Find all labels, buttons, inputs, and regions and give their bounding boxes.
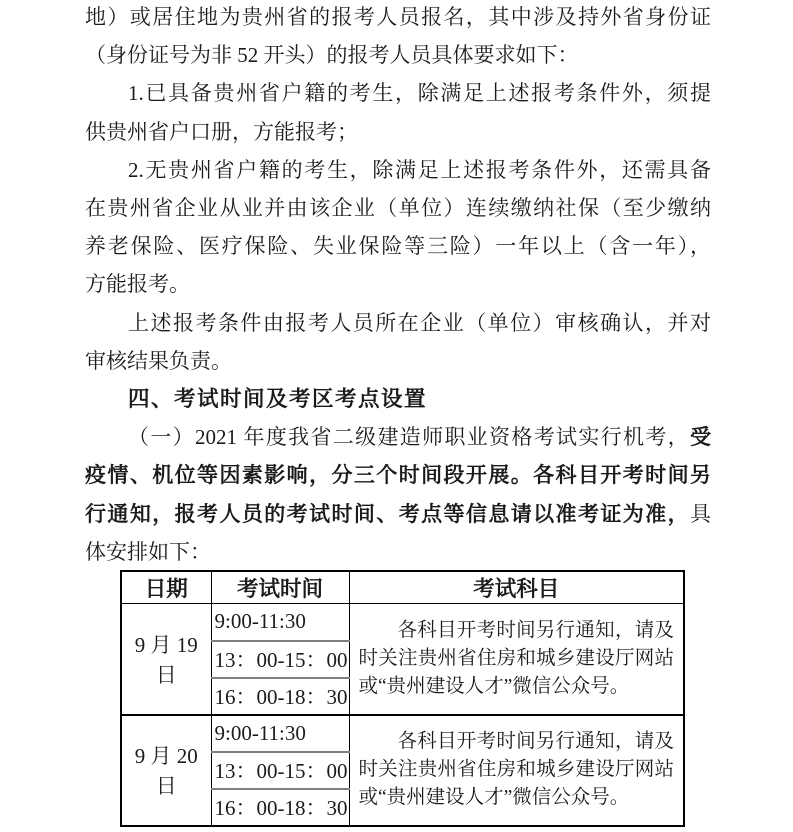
paragraph-line bbox=[85, 495, 711, 533]
col-header-date: 日期 bbox=[121, 571, 211, 604]
time-cell: 16：00-18：30 bbox=[211, 678, 349, 715]
col-header-exam-time: 考试时间 bbox=[211, 571, 349, 604]
paragraph-line: 养老保险、医疗保险、失业保险等三险）一年以上（含一年）， bbox=[85, 234, 711, 259]
paragraph-line: 在贵州省企业从业并由该企业（单位）连续缴纳社保（至少缴纳 bbox=[85, 196, 711, 221]
paragraph-line: （身份证号为非 52 开头）的报考人员具体要求如下： bbox=[85, 43, 579, 68]
table-header-row bbox=[121, 571, 684, 604]
subject-line: 或“贵州建设人才”微信公众号。 bbox=[358, 675, 630, 697]
subject-line: 或“贵州建设人才”微信公众号。 bbox=[358, 787, 630, 808]
paragraph-line: 供贵州省户口册，方能报考； bbox=[85, 119, 358, 144]
date-cell: 9 月 20 日 bbox=[121, 715, 211, 826]
paragraph-line: 体安排如下： bbox=[85, 539, 211, 564]
time-cell: 13：00-15：00 bbox=[211, 752, 349, 789]
paragraph-line: 地）或居住地为贵州省的报考人员报名，其中涉及持外省身份证 bbox=[85, 5, 711, 29]
paragraph-line: 审核结果负责。 bbox=[85, 348, 232, 373]
exam-schedule-table bbox=[120, 570, 685, 827]
subject-cell bbox=[349, 715, 684, 826]
section-heading: 四、考试时间及考区考点设置 bbox=[128, 387, 428, 412]
paragraph-text: （一）2021 年度我省二级建造师职业资格考试实行机考， bbox=[128, 425, 690, 450]
paragraph-line: 方能报考。 bbox=[85, 272, 190, 297]
paragraph-line: 疫情、机位等因素影响，分三个时间段开展。各科目开考时间另 bbox=[85, 463, 711, 488]
subject-line: 各科目开考时间另行通知，请及 bbox=[397, 619, 674, 641]
paragraph-text: 具 bbox=[690, 501, 711, 526]
paragraph-line: 2.无贵州省户籍的考生，除满足上述报考条件外，还需具备 bbox=[128, 157, 711, 182]
table-row bbox=[121, 715, 684, 752]
subject-cell bbox=[349, 604, 684, 715]
time-cell: 13：00-15：00 bbox=[211, 641, 349, 678]
time-cell: 16：00-18：30 bbox=[211, 789, 349, 826]
time-cell: 9:00-11:30 bbox=[211, 715, 349, 752]
paragraph-line: 1.已具备贵州省户籍的考生，除满足上述报考条件外，须提 bbox=[128, 81, 711, 106]
notice-body bbox=[85, 0, 711, 571]
time-cell: 9:00-11:30 bbox=[211, 604, 349, 641]
date-cell: 9 月 19 日 bbox=[121, 604, 211, 715]
paragraph-line bbox=[85, 418, 711, 456]
paragraph-text-bold: 受 bbox=[690, 425, 711, 450]
subject-line: 时关注贵州省住房和城乡建设厅网站 bbox=[358, 647, 674, 669]
paragraph-line: 上述报考条件由报考人员所在企业（单位）审核确认，并对 bbox=[128, 310, 711, 335]
subject-line: 各科目开考时间另行通知，请及 bbox=[397, 731, 674, 752]
paragraph-text-bold: 行通知，报考人员的考试时间、考点等信息请以准考证为准， bbox=[85, 501, 690, 526]
subject-line: 时关注贵州省住房和城乡建设厅网站 bbox=[358, 759, 674, 780]
table-row bbox=[121, 604, 684, 641]
col-header-exam-subject: 考试科目 bbox=[349, 571, 684, 604]
